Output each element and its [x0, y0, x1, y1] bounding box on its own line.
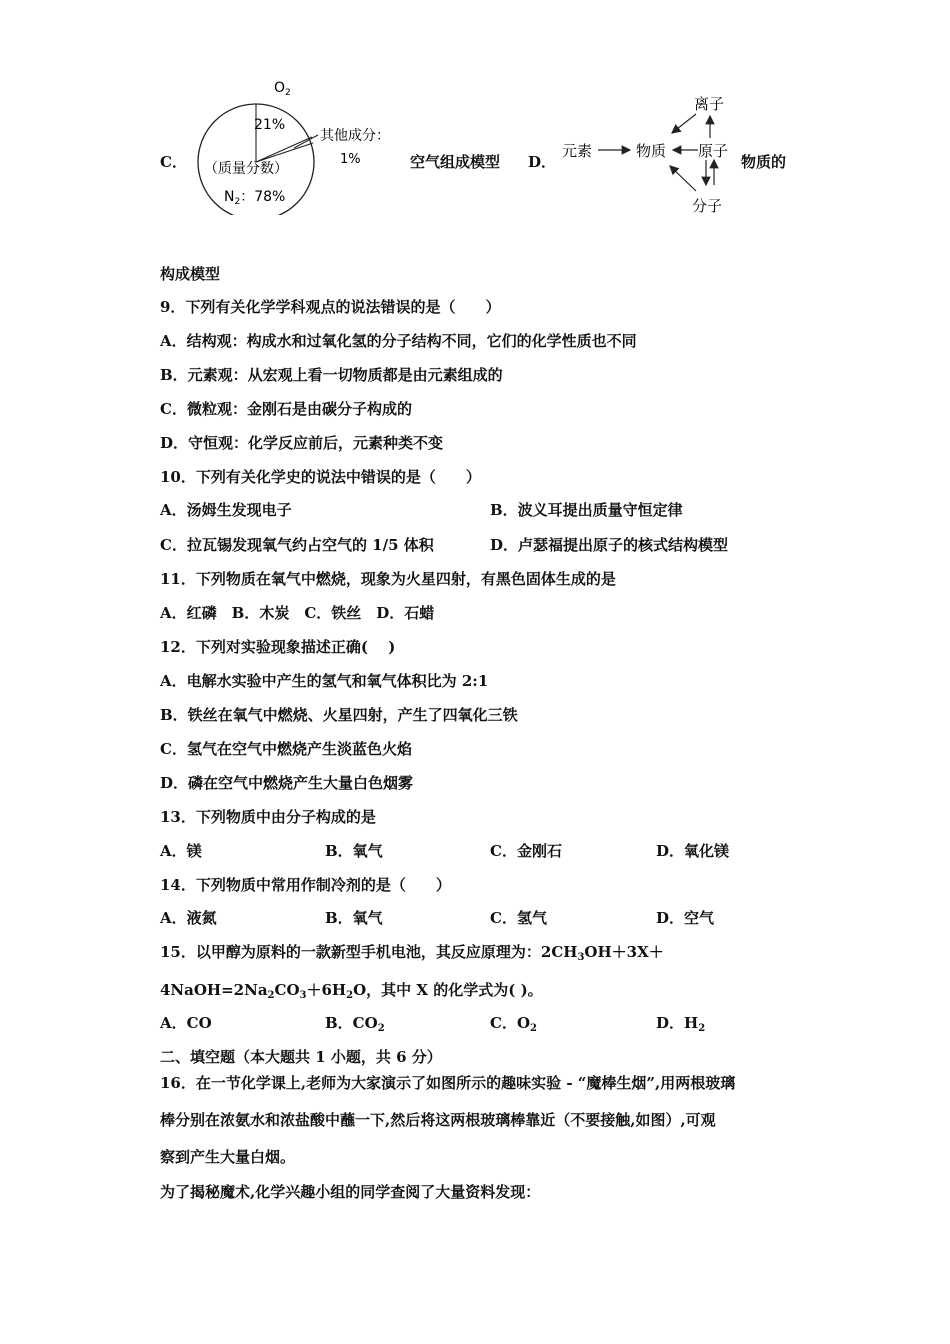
- q12-option-c: C．氢气在空气中燃烧产生淡蓝色火焰: [160, 740, 412, 758]
- section-2-title: 二、填空题（本大题共 1 小题，共 6 分）: [160, 1048, 442, 1066]
- pie-other-label: 其他成分：: [320, 128, 390, 144]
- pie-o2-label: $O_2$: [274, 80, 291, 98]
- q15-option-a: A．CO: [160, 1014, 212, 1032]
- option-d-label: D．: [528, 153, 557, 171]
- q15-stem-line-1: 15．以甲醇为原料的一款新型手机电池，其反应原理为：$2CH_3OH+3X+$: [160, 943, 664, 963]
- q13-stem: 13．下列物质中由分子构成的是: [160, 808, 376, 826]
- q13-option-a: A．镁: [160, 842, 202, 860]
- q12-option-b: B．铁丝在氧气中燃烧、火星四射，产生了四氧化三铁: [160, 706, 518, 724]
- pie-other-percent: 1%: [340, 152, 361, 167]
- option-d-caption-2: 构成模型: [160, 265, 221, 283]
- q14-option-c: C．氢气: [490, 909, 547, 927]
- q10-option-d: D．卢瑟福提出原子的核式结构模型: [490, 536, 729, 554]
- flow-molecule: 分子: [692, 197, 723, 215]
- q16-line-3: 察到产生大量白烟。: [160, 1148, 296, 1166]
- q10-option-a: A．汤姆生发现电子: [160, 501, 292, 519]
- q11-options: A．红磷 B．木炭 C．铁丝 D．石蜡: [160, 604, 435, 622]
- q16-line-2: 棒分别在浓氨水和浓盐酸中蘸一下,然后将这两根玻璃棒靠近（不要接触,如图）,可观: [160, 1111, 716, 1129]
- option-d-caption-1: 物质的: [741, 153, 787, 171]
- q14-option-b: B．氧气: [325, 909, 383, 927]
- q9-option-a: A．结构观：构成水和过氧化氢的分子结构不同，它们的化学性质也不同: [160, 332, 637, 350]
- q15-option-b: B．$CO_2$: [325, 1014, 385, 1034]
- q13-option-b: B．氧气: [325, 842, 383, 860]
- q11-stem: 11．下列物质在氧气中燃烧，现象为火星四射，有黑色固体生成的是: [160, 570, 616, 588]
- q12-stem: 12．下列对实验现象描述正确( ): [160, 638, 396, 656]
- q15-stem-line-2: $4NaOH=2Na_2CO_3+6H_2O$，其中 X 的化学式为( )。: [160, 981, 543, 1001]
- q15-option-d: D．$H_2$: [656, 1014, 706, 1034]
- air-composition-pie: [190, 75, 410, 215]
- matter-composition-flow: [556, 88, 746, 223]
- q10-option-b: B．波义耳提出质量守恒定律: [490, 501, 683, 519]
- pie-n2-label: $N_2$：78%: [224, 189, 286, 207]
- q14-option-d: D．空气: [656, 909, 715, 927]
- q16-line-1: 16．在一节化学课上,老师为大家演示了如图所示的趣味实验 - “魔棒生烟”,用两根玻璃: [160, 1074, 736, 1092]
- flow-element: 元素: [562, 142, 593, 160]
- q10-stem: 10．下列有关化学史的说法中错误的是（ ）: [160, 468, 481, 486]
- q16-line-4: 为了揭秘魔术,化学兴趣小组的同学查阅了大量资料发现：: [160, 1183, 541, 1201]
- q14-stem: 14．下列物质中常用作制冷剂的是（ ）: [160, 876, 451, 894]
- q9-stem: 9．下列有关化学学科观点的说法错误的是（ ）: [160, 298, 501, 316]
- q13-option-d: D．氧化镁: [656, 842, 730, 860]
- q9-option-d: D．守恒观：化学反应前后，元素种类不变: [160, 434, 444, 452]
- pie-divider-o2: [256, 137, 312, 162]
- pie-o2-percent: 21%: [254, 117, 286, 133]
- q12-option-a: A．电解水实验中产生的氢气和氧气体积比为 2:1: [160, 672, 489, 690]
- q10-option-c: C．拉瓦锡发现氧气约占空气的 1/5 体积: [160, 536, 434, 554]
- arrow-molecule-to-substance: [670, 166, 696, 191]
- q14-option-a: A．液氮: [160, 909, 217, 927]
- q9-option-c: C．微粒观：金刚石是由碳分子构成的: [160, 400, 412, 418]
- pie-leader-other: [294, 135, 318, 148]
- option-c-caption: 空气组成模型: [410, 153, 501, 171]
- flow-ion: 离子: [694, 95, 725, 113]
- pie-divider-other: [256, 143, 313, 162]
- option-c-label: C．: [160, 153, 187, 171]
- flow-atom: 原子: [698, 142, 729, 160]
- q12-option-d: D．磷在空气中燃烧产生大量白色烟雾: [160, 774, 414, 792]
- pie-center-label: （质量分数）: [204, 161, 288, 177]
- q15-option-c: C．$O_2$: [490, 1014, 537, 1034]
- q9-option-b: B．元素观：从宏观上看一切物质都是由元素组成的: [160, 366, 503, 384]
- arrow-ion-to-substance: [672, 114, 696, 133]
- flow-substance: 物质: [636, 142, 667, 160]
- q13-option-c: C．金刚石: [490, 842, 562, 860]
